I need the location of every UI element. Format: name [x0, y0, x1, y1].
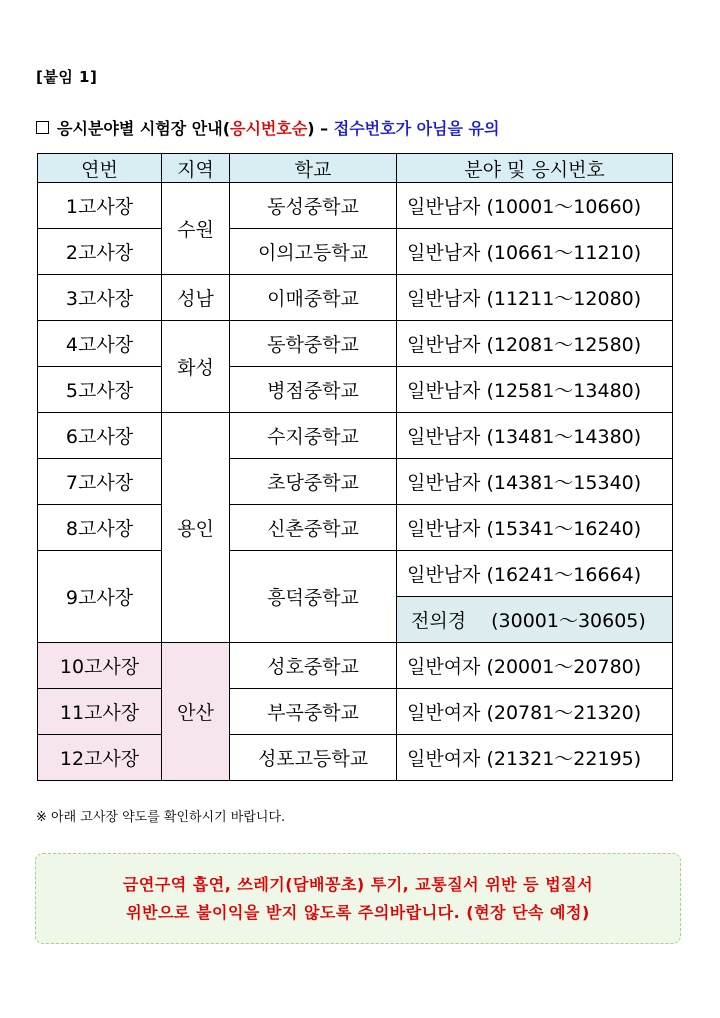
- section-title-suffix: ) –: [307, 119, 334, 138]
- section-title-notice: 접수번호가 아님을 유의: [333, 119, 500, 138]
- table-row: [38, 735, 673, 781]
- field-range: 일반남자 (16241～16664): [397, 551, 673, 597]
- map-note: ※ 아래 고사장 약도를 확인하시기 바랍니다.: [36, 810, 286, 825]
- school-name: 흥덕중학교: [230, 551, 397, 643]
- school-name: 성호중학교: [230, 643, 397, 689]
- site-number: 12고사장: [38, 735, 162, 781]
- table-row: [38, 459, 673, 505]
- table-row: [38, 367, 673, 413]
- table-row: [38, 275, 673, 321]
- region-cell: 수원: [162, 183, 230, 275]
- school-name: 이의고등학교: [230, 229, 397, 275]
- field-range: 일반남자 (11211～12080): [397, 275, 673, 321]
- table-row: [38, 551, 673, 597]
- header-region: 지역: [162, 154, 230, 183]
- region-cell: 용인: [162, 413, 230, 643]
- region-cell: 성남: [162, 275, 230, 321]
- table-row: [38, 321, 673, 367]
- site-number: 2고사장: [38, 229, 162, 275]
- header-field: 분야 및 응시번호: [397, 154, 673, 183]
- table-row: [38, 643, 673, 689]
- warning-line-1: 금연구역 흡연, 쓰레기(담배꽁초) 투기, 교통질서 위반 등 법질서: [122, 874, 594, 894]
- table-header-row: [38, 154, 673, 183]
- warning-box: [35, 853, 681, 944]
- field-range: 일반남자 (15341～16240): [397, 505, 673, 551]
- field-range: 일반여자 (20781～21320): [397, 689, 673, 735]
- school-name: 동학중학교: [230, 321, 397, 367]
- school-name: 부곡중학교: [230, 689, 397, 735]
- site-number: 7고사장: [38, 459, 162, 505]
- site-number: 4고사장: [38, 321, 162, 367]
- site-number: 8고사장: [38, 505, 162, 551]
- table-row: [38, 183, 673, 229]
- attachment-label: [붙임 1]: [36, 68, 98, 86]
- site-number: 6고사장: [38, 413, 162, 459]
- table-row: [38, 229, 673, 275]
- field-range: 일반남자 (13481～14380): [397, 413, 673, 459]
- field-range: 일반남자 (10661～11210): [397, 229, 673, 275]
- site-number: 3고사장: [38, 275, 162, 321]
- site-number: 9고사장: [38, 551, 162, 643]
- field-range: 일반남자 (10001～10660): [397, 183, 673, 229]
- school-name: 병점중학교: [230, 367, 397, 413]
- school-name: 이매중학교: [230, 275, 397, 321]
- warning-line-2: 위반으로 불이익을 받지 않도록 주의바랍니다. (현장 단속 예정): [126, 902, 590, 922]
- site-number: 1고사장: [38, 183, 162, 229]
- checkbox-square-icon: [36, 121, 49, 134]
- school-name: 신촌중학교: [230, 505, 397, 551]
- section-title-emphasis: 응시번호순: [230, 119, 308, 138]
- header-school: 학교: [230, 154, 397, 183]
- school-name: 성포고등학교: [230, 735, 397, 781]
- table-row: [38, 689, 673, 735]
- field-range-special: 전의경 (30001～30605): [397, 597, 673, 643]
- region-cell: 화성: [162, 321, 230, 413]
- region-cell: 안산: [162, 643, 230, 781]
- header-no: 연번: [38, 154, 162, 183]
- field-range: 일반남자 (14381～15340): [397, 459, 673, 505]
- field-range: 일반여자 (20001～20780): [397, 643, 673, 689]
- field-range: 일반남자 (12581～13480): [397, 367, 673, 413]
- school-name: 동성중학교: [230, 183, 397, 229]
- exam-site-table: [37, 153, 673, 781]
- field-range: 일반여자 (21321～22195): [397, 735, 673, 781]
- site-number: 5고사장: [38, 367, 162, 413]
- section-title-prefix: 응시분야별 시험장 안내(: [57, 119, 231, 138]
- site-number: 10고사장: [38, 643, 162, 689]
- table-row: [38, 505, 673, 551]
- section-title: [36, 116, 499, 139]
- school-name: 초당중학교: [230, 459, 397, 505]
- table-row: [38, 413, 673, 459]
- site-number: 11고사장: [38, 689, 162, 735]
- school-name: 수지중학교: [230, 413, 397, 459]
- field-range: 일반남자 (12081～12580): [397, 321, 673, 367]
